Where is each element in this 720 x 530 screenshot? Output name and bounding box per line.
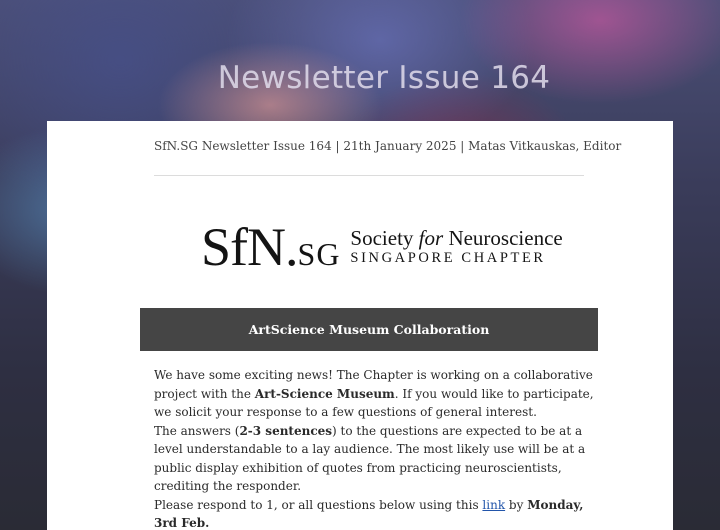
logo-line1-part-a: Society	[350, 226, 419, 250]
sentence-count: 2-3 sentences	[239, 423, 333, 438]
issue-meta-line: SfN.SG Newsletter Issue 164 | 21th January 2025 | Matas Vitkauskas, Editor	[154, 139, 622, 153]
logo-wordmark	[350, 227, 562, 267]
logo-mark-suffix: SG	[297, 236, 341, 272]
section-header	[140, 308, 598, 351]
museum-name: Art-Science Museum	[254, 386, 395, 401]
logo-chapter-line: SINGAPORE CHAPTER	[350, 250, 546, 266]
logo-mark	[201, 217, 341, 277]
logo-line1-part-c: Neuroscience	[443, 226, 563, 250]
sfn-sg-logo	[201, 217, 563, 277]
logo-line1-part-b: for	[418, 226, 444, 250]
logo-society-line	[350, 227, 562, 249]
newsletter-card	[47, 121, 673, 530]
paragraph-intro: We have some exciting news! The Chapter is working on a collaborative project with the Art-Science Museum. If you would like to participate, we solicit your response to a few questions of general interest.	[154, 368, 594, 419]
logo-mark-main: SfN.	[201, 217, 298, 277]
divider	[154, 175, 584, 176]
article-body	[154, 366, 594, 530]
response-link[interactable]: link	[482, 497, 506, 512]
section-title: ArtScience Museum Collaboration	[248, 322, 490, 337]
paragraph-answers: The answers (2-3 sentences) to the questions are expected to be at a level understandable to a lay audience. The most likely use will be at a public display exhibition of quotes from practicing neuroscientists, crediting the responder.	[154, 423, 586, 493]
newsletter-heading: Newsletter Issue 164	[217, 60, 551, 96]
deadline: Monday, 3rd Feb.	[154, 497, 584, 530]
paragraph-respond: Please respond to 1, or all questions below using this link by Monday, 3rd Feb.	[154, 497, 584, 530]
